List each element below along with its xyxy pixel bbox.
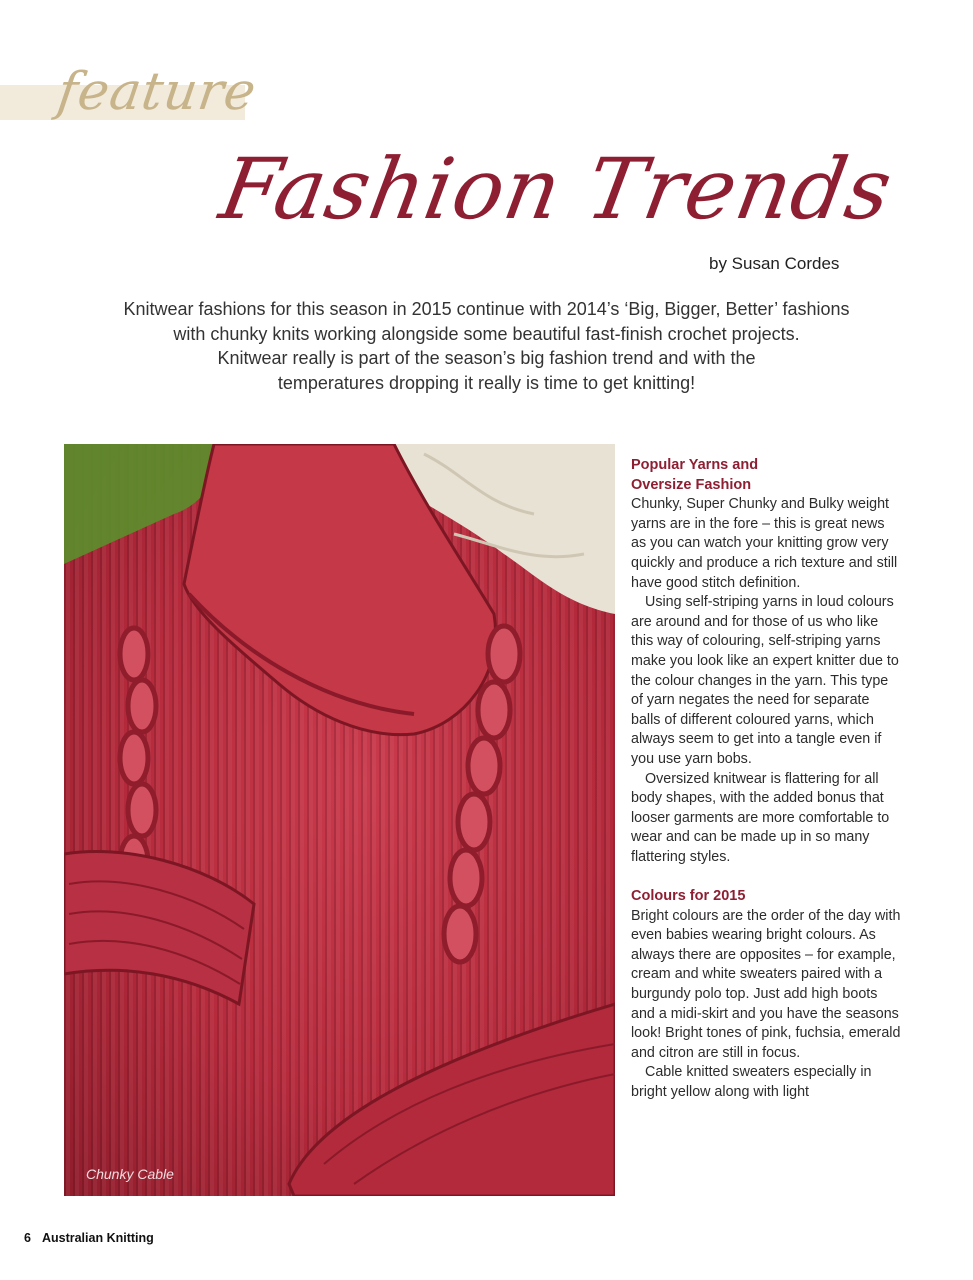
body-paragraph: Bright colours are the order of the day with even babies wearing bright colours. As always there are opposites – for example, cream and white sweaters paired with a burgundy polo top. Just add high boots and a midi-skirt and you have the seasons look! Bright tones of pink, fuchsia, emerald and citron are still in focus. xyxy=(631,907,901,1061)
byline: by Susan Cordes xyxy=(709,254,840,273)
article-column xyxy=(631,456,901,1103)
intro-line: Knitwear fashions for this season in 2015 continue with 2014’s ‘Big, Bigger, Better’ fashions xyxy=(123,299,850,319)
publication-name: Australian Knitting xyxy=(41,1231,154,1245)
intro-line: temperatures dropping it really is time to get knitting! xyxy=(277,372,696,393)
body-paragraph: Oversized knitwear is flattering for all body shapes, with the added bonus that looser garments are more comfortable to wear and can be made up in so many flattering styles. xyxy=(631,770,890,865)
intro-paragraph xyxy=(60,297,913,395)
section-heading: Colours for 2015 xyxy=(631,888,746,905)
sweater-photo xyxy=(64,444,615,1196)
page-footer xyxy=(24,1231,154,1245)
heading-line: Oversize Fashion xyxy=(631,476,752,493)
article-title: Fashion Trends xyxy=(213,140,900,238)
intro-line: with chunky knits working alongside some beautiful fast-finish crochet projects. xyxy=(173,323,800,344)
section-heading xyxy=(631,456,901,495)
body-paragraph: Using self-striping yarns in loud colours are around and for those of us who like this way of colouring, self-striping yarns make you look like an expert knitter due to the colour changes in the yarn. This type of yarn negates the need for separate balls of different coloured yarns, which always seem to get into a tangle even if you use yarn bobs. xyxy=(631,594,899,767)
section-label: feature xyxy=(53,62,261,122)
sweater-illustration xyxy=(64,444,615,1196)
body-paragraph: Chunky, Super Chunky and Bulky weight yarns are in the fore – this is great news as you can watch your knitting grow very quickly and produce a rich texture and still have good stitch definition. xyxy=(631,496,898,591)
heading-line: Popular Yarns and xyxy=(631,457,759,473)
body-paragraph: Cable knitted sweaters especially in bright yellow along with light xyxy=(631,1064,872,1100)
page-number: 6 xyxy=(24,1231,31,1245)
intro-line: Knitwear really is part of the season’s big fashion trend and with the xyxy=(217,348,756,368)
photo-caption: Chunky Cable xyxy=(86,1166,174,1182)
